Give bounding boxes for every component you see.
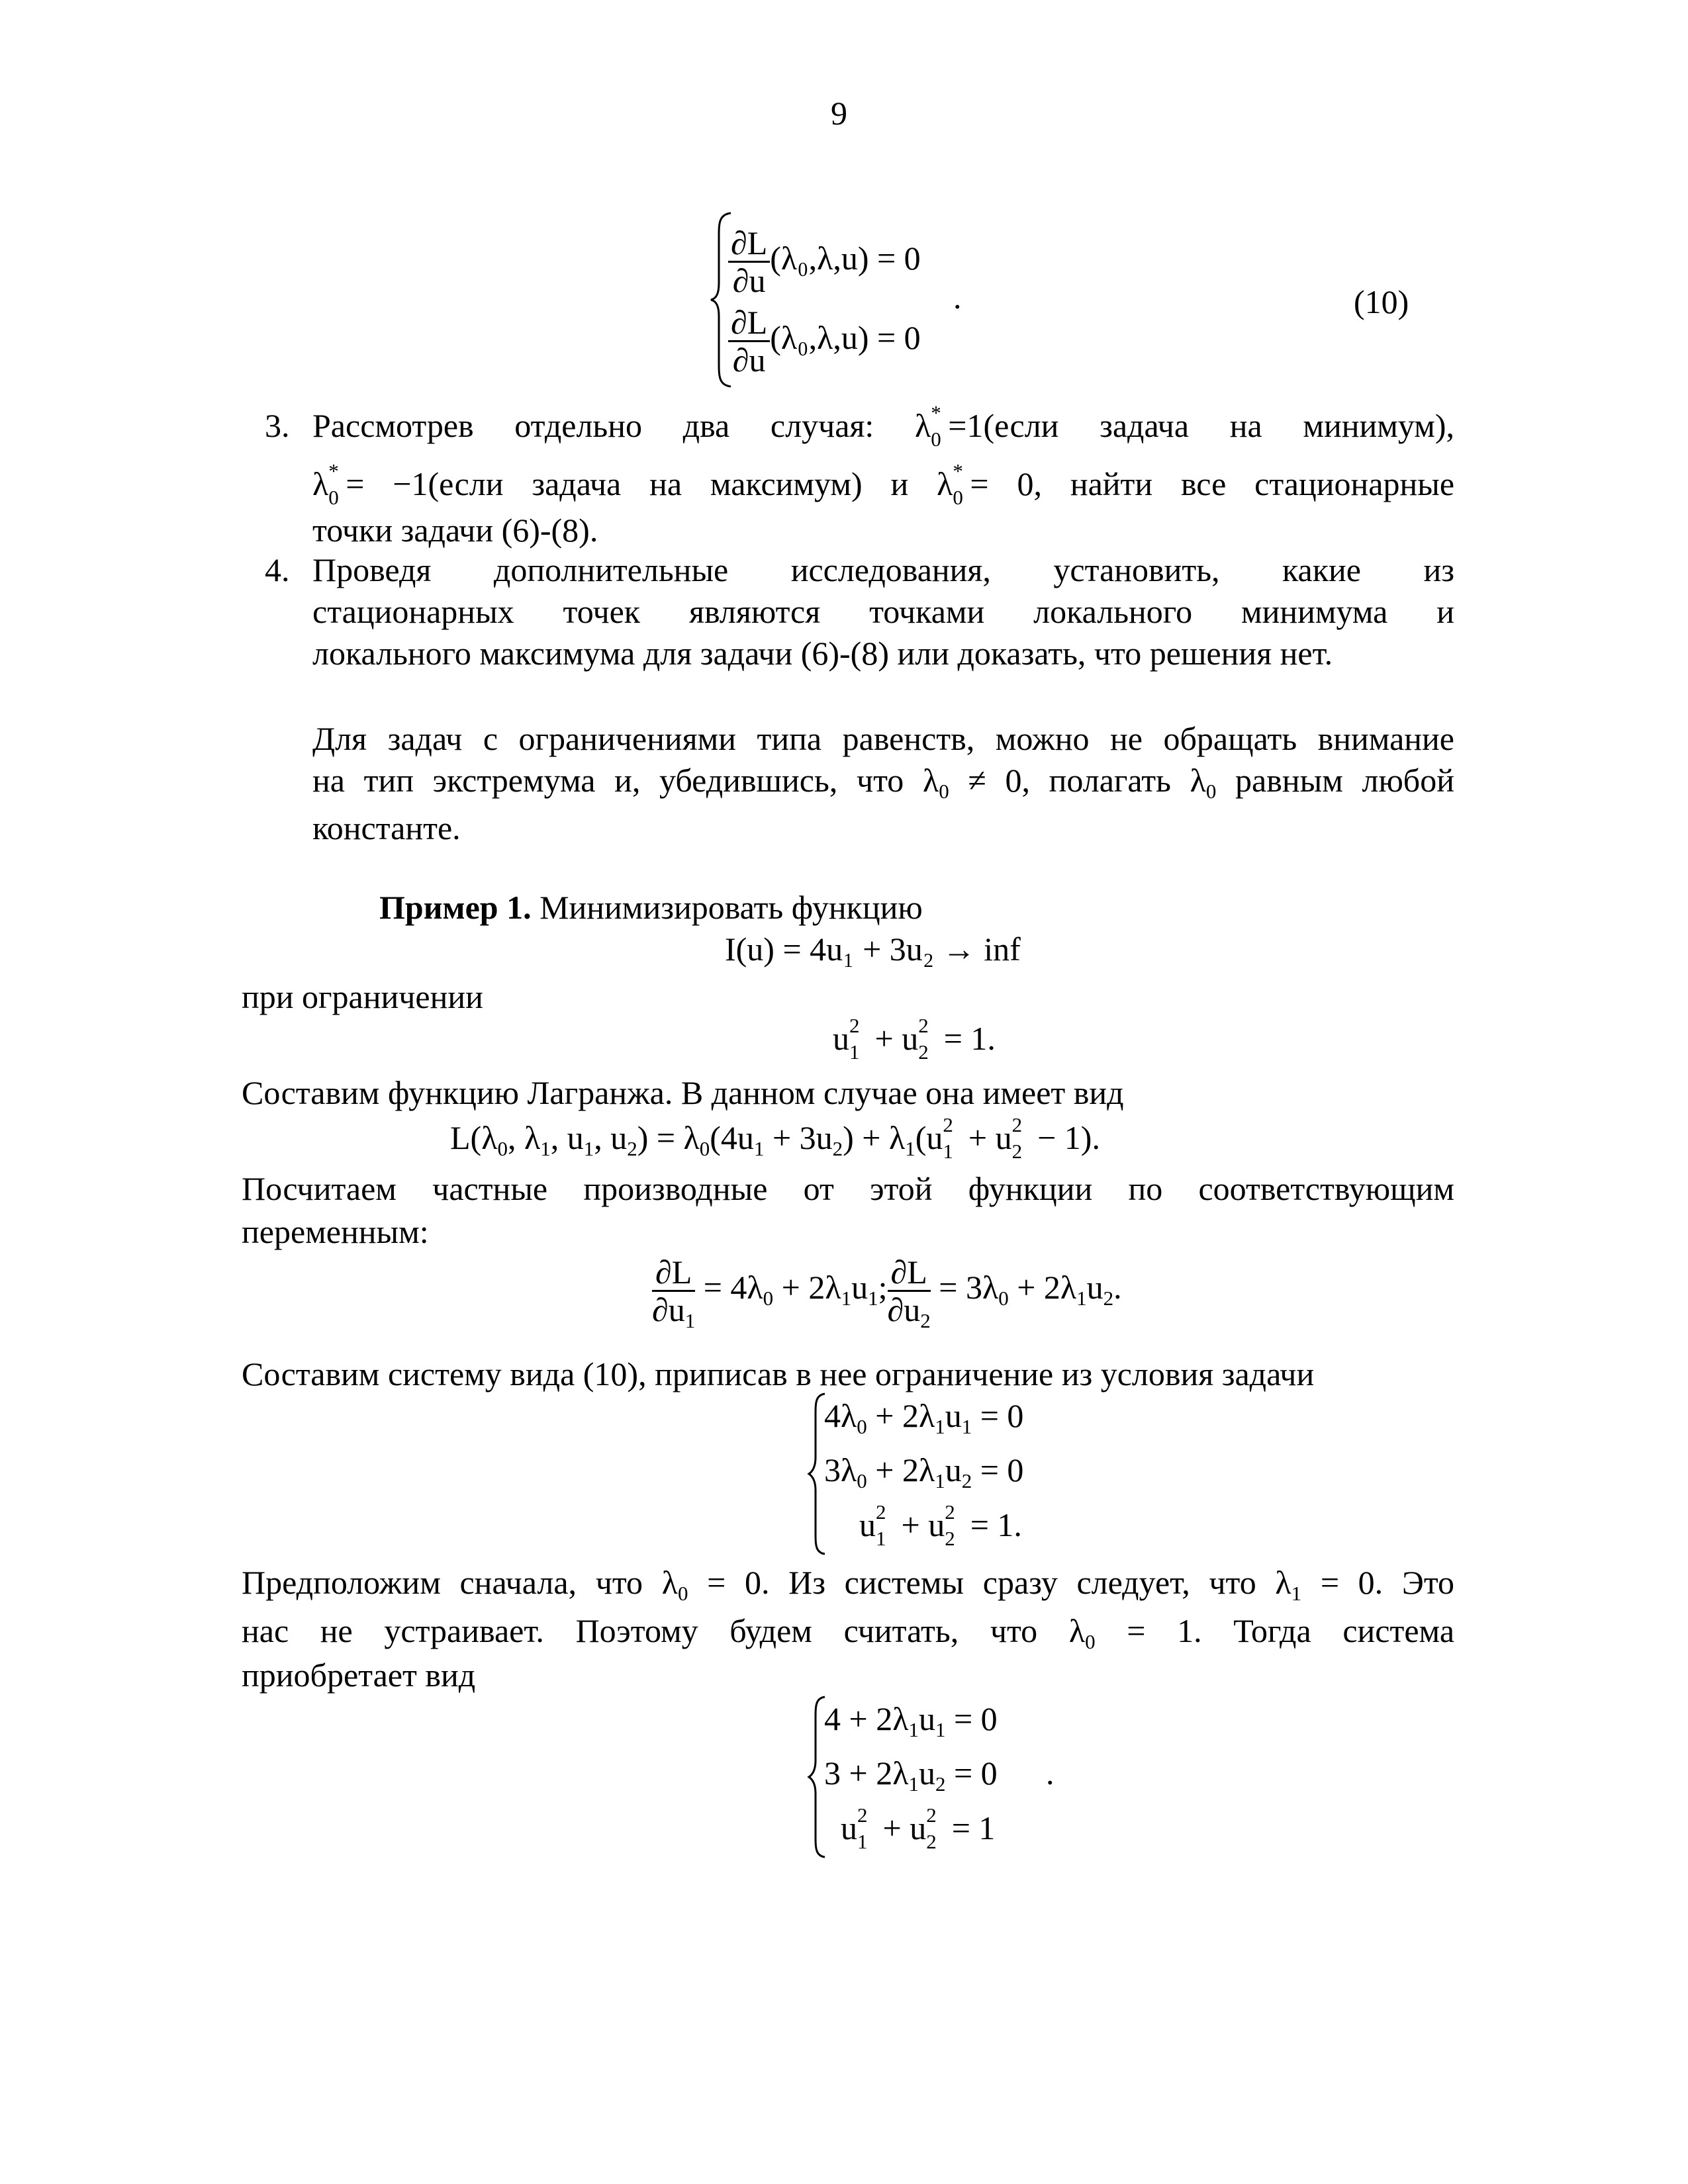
note-line-1: Для задач с ограничениями типа равенств, можно не обращать внимание [312,720,1454,757]
item-4-number: 4. [265,551,290,588]
lagrange-function: $L(\lambda_0$, $\lambda_1$, $u_1$, $u_2) = \lambda_0(4u_1 + 3u_2) + \lambda_1(u$ 2 1 + u 2 2 − 1). [450,1113,1100,1163]
suppose-1b: Из системы сразу следует, что [788,1564,1256,1601]
objective-function: I(u) = 4u₁ + 3u₂ → inf [725,931,1021,968]
system10-eq1-rest: (λ₀,λ,u) = 0 [770,239,921,277]
partial-denominator: ∂u [732,262,766,299]
system2-eq3: u 2 1 + u 2 2 = 1 [841,1803,996,1853]
lambda0-symbol: $\lambda_0$ [1190,762,1217,803]
lambda0-star-eq-minus-1: λ * 0 = −1 [312,459,428,509]
system2-eq1: $4 + 2\lambda_1u_1 = 0$ [824,1700,998,1741]
note-line-2b: , полагать [1021,762,1171,799]
partial-derivatives: $\frac{\partial L}{\partial u_1}$ = $4\lambda_0 + 2\lambda_1u_1$; $\frac{\partial L}{\partial u_2}$ = $3\lambda_0 + 2\lambda_1u_2$. [652,1253,1122,1332]
note-line-2 [312,760,1454,801]
suppose-line-2 [242,1610,1454,1651]
item-3-line-2 [312,459,1455,509]
constraint-intro: при ограничении [242,978,483,1015]
item-4-line-1: Проведя дополнительные исследования, установить, какие из [312,551,1454,588]
item-3-line-3: точки задачи (6)-(8). [312,512,598,549]
suppose-line-3: приобретает вид [242,1657,476,1694]
item-3-line-2b: , найти все стационарные [1033,465,1455,502]
example-title: Пример 1. [379,889,532,926]
item-3-line-1a: Рассмотрев отдельно два случая: [312,407,874,444]
suppose-line-1 [242,1562,1454,1603]
partial-numerator: ∂L [728,225,770,263]
lagrange-intro: Составим функцию Лагранжа. В данном случае она имеет вид [242,1074,1124,1111]
system2-eq2: $3 + 2\lambda_1u_2 = 0$ [824,1754,998,1796]
lambda0-eq-0: $\lambda_0 = 0$. [661,1564,770,1605]
item-3-line-1 [312,401,1455,451]
lambda0-neq-0: $\lambda_0 \ne 0$ [922,762,1022,803]
partial-denominator: ∂u [732,341,766,379]
suppose-2b: Тогда система [1233,1612,1455,1649]
note-line-2a: на тип экстремума и, убедившись, что [312,762,904,799]
partials-intro-2: переменным: [242,1213,429,1250]
suppose-2a: нас не устраивает. Поэтому будем считать, что [242,1612,1038,1649]
system1-eq1: $4\lambda_0 + 2\lambda_1u_1 = 0$ [824,1397,1024,1438]
lambda0-star-eq-0: λ * 0 = 0 [937,459,1034,509]
item-4-line-3: локального максимума для задачи (6)-(8) или доказать, что решения нет. [312,635,1333,672]
system10-eq2-rest: (λ₀,λ,u) = 0 [770,318,921,356]
note-line-3: константе. [312,809,461,846]
lambda0-star-eq-1: λ * 0 =1 [914,401,984,451]
system10-eq1 [728,225,921,298]
constraint-equation: u 2 1 + u 2 2 = 1. [833,1014,996,1064]
suppose-1c: Это [1401,1564,1455,1601]
item-4-line-2: стационарных точек являются точками локального минимума и [312,593,1454,630]
system2-dot: . [1046,1754,1055,1792]
system-intro: Составим систему вида (10), приписав в нее ограничение из условия задачи [242,1355,1315,1392]
system1-eq2: $3\lambda_0 + 2\lambda_1u_2 = 0$ [824,1451,1024,1492]
note-line-2c: равным любой [1235,762,1455,799]
partials-intro-1: Посчитаем частные производные от этой функции по соответствующим [242,1170,1454,1207]
example-title-rest: Минимизировать функцию [539,889,923,926]
item-3-line-2a: (если задача на максимум) и [428,465,909,502]
lambda1-eq-0: $\lambda_1 = 0$. [1275,1564,1383,1605]
equation-label-10: (10) [1354,283,1409,320]
suppose-1a: Предположим сначала, что [242,1564,643,1601]
item-3-line-1b: (если задача на минимум), [983,407,1455,444]
item-3-number: 3. [265,407,290,444]
system10-eq2 [728,304,921,378]
example-heading [379,887,923,928]
system1-eq3: u 2 1 + u 2 2 = 1. [859,1500,1022,1550]
page-number: 9 [831,95,847,132]
lambda0-eq-1: $\lambda_0 = 1$. [1068,1612,1202,1653]
partial-numerator: ∂L [728,304,770,342]
system10-dot: . [953,279,962,316]
